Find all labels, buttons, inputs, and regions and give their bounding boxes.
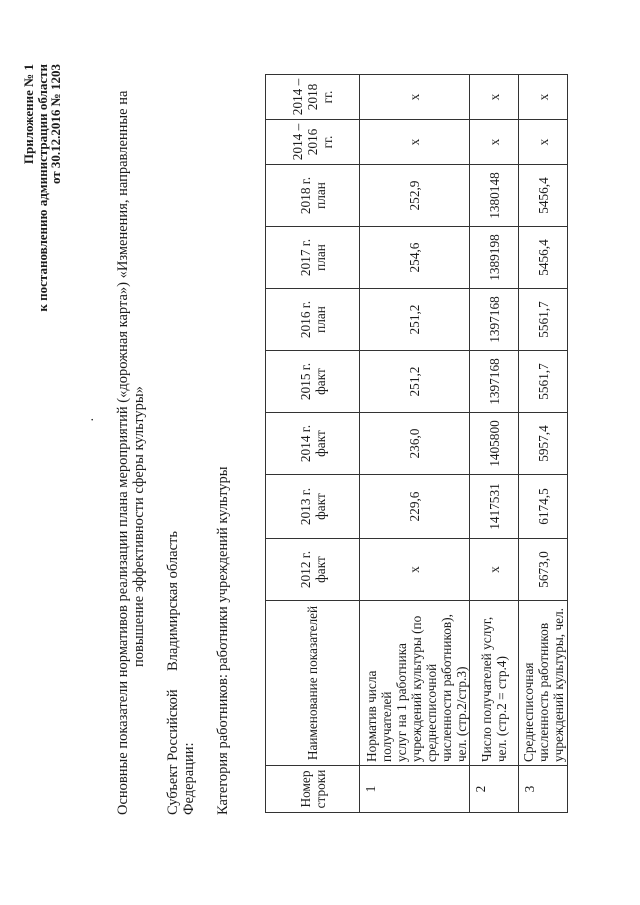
header-text: план (312, 182, 328, 209)
header-text: план (312, 244, 328, 271)
value-cell: 5456,4 (519, 227, 568, 289)
indicator-name-line: численности работников), (439, 614, 454, 762)
table-row (470, 75, 519, 813)
header-text: 2014 – (290, 123, 305, 161)
row-number: 2 (470, 766, 519, 813)
header-2014 (266, 413, 360, 475)
value-cell: 1397168 (470, 289, 519, 351)
document-title (115, 55, 147, 815)
indicator-name-line: услуг на 1 работника (394, 643, 409, 762)
table-header-row (266, 75, 360, 813)
indicators-table (265, 74, 568, 813)
value-cell: 254,6 (360, 227, 470, 289)
value-cell: x (470, 120, 519, 165)
header-text: 2018 г. (297, 176, 313, 215)
header-text: 2017 г. (297, 238, 313, 277)
indicator-name (360, 601, 470, 766)
header-indicator-name (266, 601, 360, 766)
header-text: факт (312, 430, 328, 457)
subject-label (165, 689, 197, 815)
indicator-name-line: Число получателей услуг, (479, 616, 494, 762)
value-cell: x (519, 75, 568, 120)
header-text: факт (312, 493, 328, 520)
header-text: гг. (320, 90, 335, 104)
value-cell: 1405800 (470, 413, 519, 475)
title-line-2: повышение эффективности сферы культуры» (131, 386, 147, 667)
header-text: 2014 г. (297, 424, 313, 463)
header-text: гг. (320, 135, 335, 149)
category-label: Категория работников: (215, 674, 231, 815)
indicator-name-line: численность работников (535, 622, 551, 762)
indicator-name-line: Среднесписочная (520, 662, 536, 762)
subject-value: Владимирская область (165, 531, 181, 671)
resolution-reference: к постановлению администрации области (34, 64, 50, 312)
resolution-date: от 30.12.2016 № 1203 (48, 64, 63, 185)
value-cell: 251,2 (360, 289, 470, 351)
value-cell: x (360, 539, 470, 601)
header-2018 (266, 165, 360, 227)
indicator-name-line: чел. (стр.2/стр.3) (454, 666, 469, 762)
value-cell: 5673,0 (519, 539, 568, 601)
header-text: факт (312, 556, 328, 583)
table-row (360, 75, 470, 813)
value-cell: 1389198 (470, 227, 519, 289)
indicator-name (470, 601, 519, 766)
indicator-name-line: среднесписочной (424, 663, 439, 762)
value-cell: 5957,4 (519, 413, 568, 475)
scan-mark: · (86, 417, 101, 422)
header-2012 (266, 539, 360, 601)
value-cell: 1380148 (470, 165, 519, 227)
header-text: 2016 (305, 128, 320, 156)
value-cell: 5456,4 (519, 165, 568, 227)
header-text: 2012 г. (297, 550, 313, 589)
header-2016 (266, 289, 360, 351)
category-value: работники учреждений культуры (215, 466, 231, 671)
value-cell: 1397168 (470, 351, 519, 413)
header-text: 2014 – (290, 78, 305, 116)
row-number: 1 (360, 766, 470, 813)
indicator-name-line: Норматив числа получателей (364, 670, 394, 762)
header-text: 2016 г. (297, 300, 313, 339)
header-text: Наименование показателей (305, 605, 320, 761)
header-2013 (266, 475, 360, 539)
table-row (519, 75, 568, 813)
header-2014-2016 (266, 120, 360, 165)
indicator-name-line: чел. (стр.2 = стр.4) (494, 656, 509, 762)
subject-label-line-2: Федерации: (181, 742, 197, 815)
header-row-number (266, 766, 360, 813)
header-2017 (266, 227, 360, 289)
approval-block (22, 64, 63, 484)
header-text: строки (312, 769, 328, 809)
value-cell: 229,6 (360, 475, 470, 539)
header-text: план (312, 306, 328, 333)
value-cell: x (519, 120, 568, 165)
indicator-name-line: учреждений культуры (по (409, 615, 424, 762)
value-cell: 1417531 (470, 475, 519, 539)
header-2014-2018 (266, 75, 360, 120)
header-text: 2015 г. (297, 362, 313, 401)
header-text: 2013 г. (297, 487, 313, 526)
value-cell: x (470, 75, 519, 120)
row-number: 3 (519, 766, 568, 813)
value-cell: 252,9 (360, 165, 470, 227)
header-text: Номер (297, 770, 313, 808)
header-text: факт (312, 368, 328, 395)
value-cell: 6174,5 (519, 475, 568, 539)
value-cell: x (360, 120, 470, 165)
header-2015 (266, 351, 360, 413)
subject-label-line-1: Субъект Российской (165, 689, 181, 815)
title-line-1: Основные показатели нормативов реализации плана мероприятий («дорожная карта») «Изменения, направленные на (115, 90, 131, 815)
value-cell: x (360, 75, 470, 120)
indicator-name (519, 601, 568, 766)
value-cell: 236,0 (360, 413, 470, 475)
value-cell: 251,2 (360, 351, 470, 413)
header-text: 2018 (305, 83, 320, 111)
indicator-name-line: учреждений культуры, чел. (550, 607, 566, 762)
value-cell: x (470, 539, 519, 601)
value-cell: 5561,7 (519, 289, 568, 351)
value-cell: 5561,7 (519, 351, 568, 413)
appendix-number: Приложение № 1 (21, 64, 36, 165)
